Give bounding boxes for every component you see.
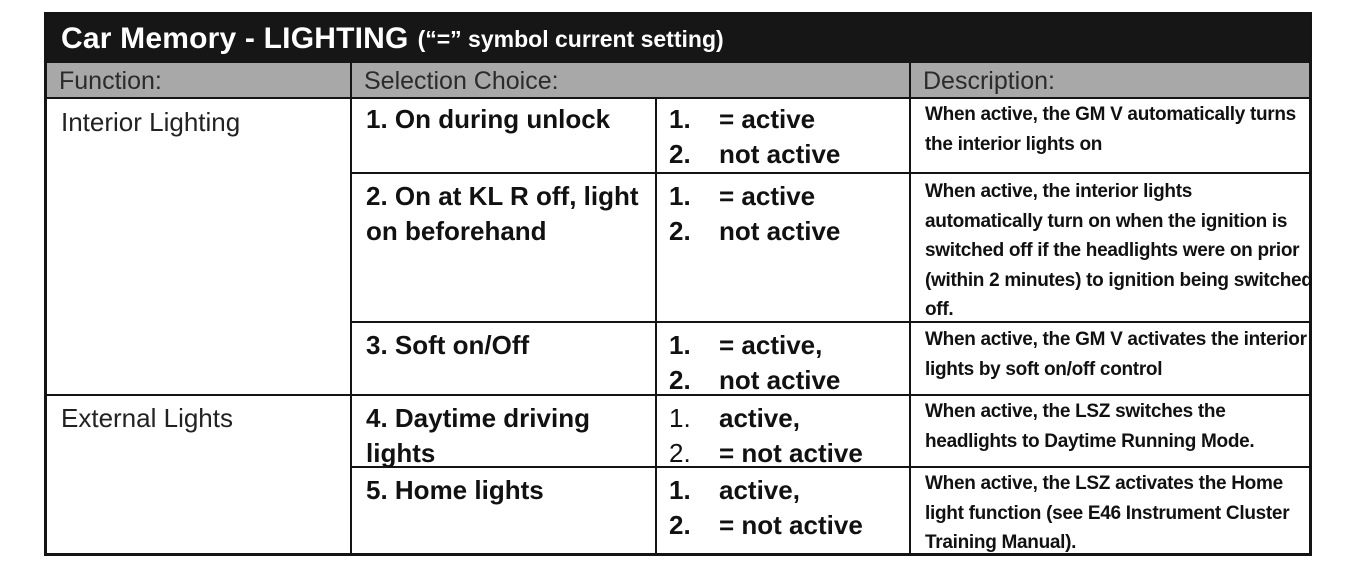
table-title-bar — [47, 15, 1309, 63]
choice-option: 1. active, — [669, 403, 800, 433]
choice-cell — [657, 401, 907, 471]
table-title-note: (“=” symbol current setting) — [417, 25, 724, 52]
header-description: Description: — [923, 67, 1055, 95]
choice-option: 1. active, — [669, 475, 800, 505]
function-interior-lighting: Interior Lighting — [61, 107, 241, 137]
selection-cell: 3. Soft on/Off — [366, 330, 530, 360]
description-cell: When active, the GM V activates the interior lights by soft on/off control — [925, 329, 1307, 380]
description-cell: When active, the LSZ activates the Home light function (see E46 Instrument Cluster Training Manual). — [925, 473, 1290, 553]
choice-option: 2. not active — [669, 139, 841, 169]
description-cell: When active, the LSZ switches the headlights to Daytime Running Mode. — [925, 401, 1255, 452]
choice-cell — [657, 328, 907, 398]
selection-cell: 1. On during unlock — [366, 104, 611, 134]
selection-cell: 4. Daytime driving lights — [366, 403, 590, 468]
choice-option: 2. = not active — [669, 510, 863, 540]
choice-option: 1. = active, — [669, 330, 823, 360]
description-cell: When active, the GM V automatically turns the interior lights on — [925, 104, 1296, 155]
choice-option: 1. = active — [669, 181, 816, 211]
choice-option: 2. not active — [669, 216, 841, 246]
lighting-table — [44, 12, 1312, 556]
header-function: Function: — [59, 67, 162, 95]
selection-cell: 5. Home lights — [366, 475, 544, 505]
header-selection-choice: Selection Choice: — [364, 67, 559, 95]
choice-option: 2. not active — [669, 365, 841, 395]
selection-cell: 2. On at KL R off, light on beforehand — [366, 181, 639, 246]
column-header-row — [47, 63, 1309, 99]
description-cell: When active, the interior lights automatically turn on when the ignition is switched off if the headlights were on prior (within 2 minutes) to ignition being switched off. — [925, 181, 1313, 320]
choice-option: 1. = active — [669, 104, 816, 134]
row-divider-1 — [350, 172, 1309, 174]
choice-option: 2. = not active — [669, 438, 863, 468]
function-external-lights: External Lights — [61, 403, 233, 433]
choice-cell — [657, 179, 907, 249]
choice-cell — [657, 473, 907, 543]
table-title: Car Memory - LIGHTING — [61, 22, 409, 55]
choice-cell — [657, 102, 907, 172]
